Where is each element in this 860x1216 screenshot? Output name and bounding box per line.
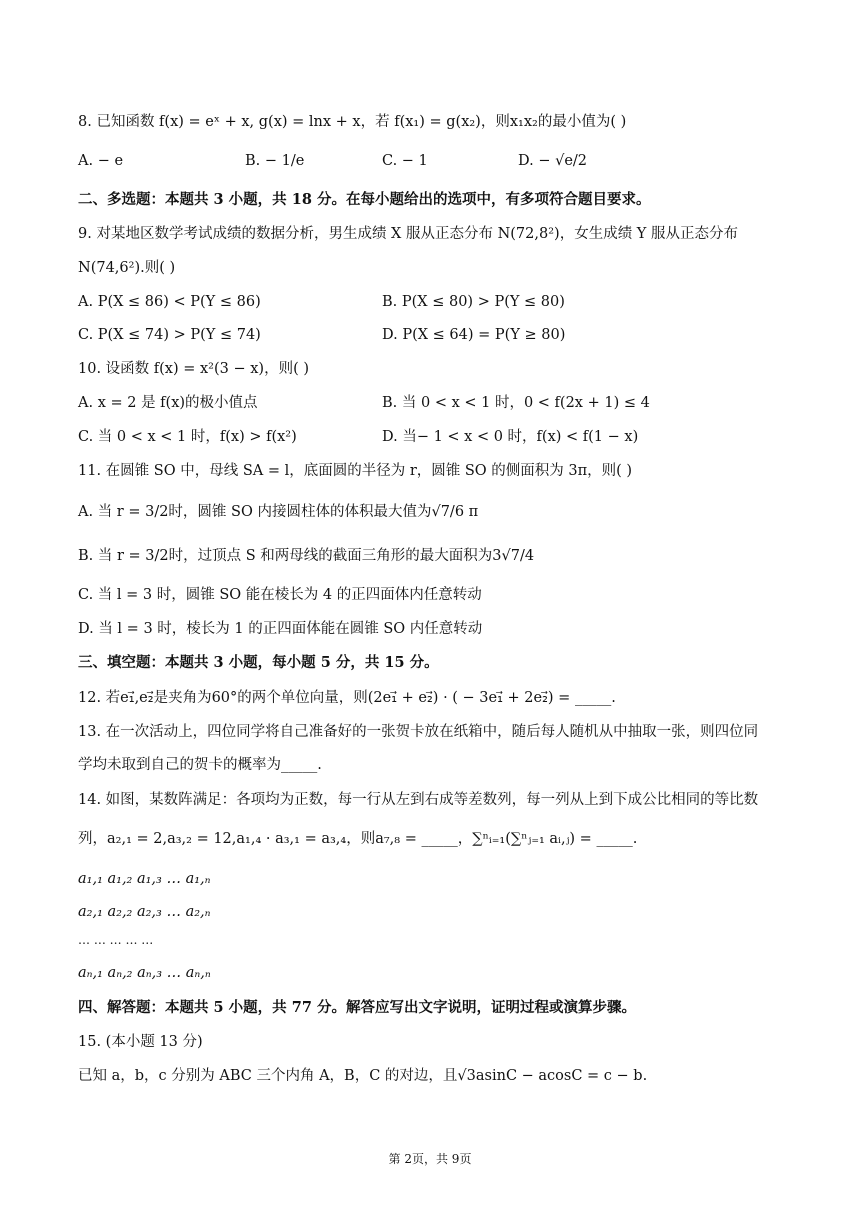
q10-option-d: D. 当− 1 < x < 0 时，f(x) < f(1 − x) <box>382 429 639 445</box>
q9-stem-line1: 9. 对某地区数学考试成绩的数据分析，男生成绩 X 服从正态分布 N(72,8²)，女生成绩 Y 服从正态分布 <box>78 226 738 242</box>
section3-heading: 三、填空题：本题共 3 小题，每小题 5 分，共 15 分。 <box>78 654 439 671</box>
page-footer: 第 2页，共 9页 <box>388 1152 472 1166</box>
q10-stem: 10. 设函数 f(x) = x²(3 − x)，则( ) <box>78 361 310 377</box>
q8-option-c: C. − 1 <box>382 153 428 169</box>
q11-stem: 11. 在圆锥 SO 中，母线 SA = l，底面圆的半径为 r，圆锥 SO 的侧面积为 3π，则( ) <box>78 463 633 479</box>
section2-heading: 二、多选题：本题共 3 小题，共 18 分。在每小题给出的选项中，有多项符合题目要求。 <box>78 191 651 208</box>
q9-stem-line2: N(74,6²).则( ) <box>78 260 176 276</box>
q8-option-a: A. − e <box>78 153 124 169</box>
matrix-row-2: a₂,₁ a₂,₂ a₂,₃ … a₂,ₙ <box>78 904 211 920</box>
q15-title: 15. (本小题 13 分) <box>78 1034 203 1050</box>
q14-stem-line1: 14. 如图，某数阵满足：各项均为正数，每一行从左到右成等差数列，每一列从上到下成公比相同的等比数 <box>78 792 759 808</box>
q9-option-a: A. P(X ≤ 86) < P(Y ≤ 86) <box>78 294 261 310</box>
q9-option-b: B. P(X ≤ 80) > P(Y ≤ 80) <box>382 294 565 310</box>
q10-option-a: A. x = 2 是 f(x)的极小值点 <box>78 395 258 411</box>
q11-option-b: B. 当 r = 3/2时，过顶点 S 和两母线的截面三角形的最大面积为3√7/4 <box>78 548 535 564</box>
q13-stem-line2: 学均未取到自己的贺卡的概率为_____. <box>78 757 322 773</box>
q12-stem: 12. 若e₁⃗,e₂⃗是夹角为60°的两个单位向量，则(2e₁⃗ + e₂⃗) · ( − 3e₁⃗ + 2e₂⃗) = _____. <box>78 690 616 706</box>
matrix-row-1: a₁,₁ a₁,₂ a₁,₃ … a₁,ₙ <box>78 871 211 887</box>
q9-option-d: D. P(X ≤ 64) = P(Y ≥ 80) <box>382 327 566 343</box>
q10-option-b: B. 当 0 < x < 1 时，0 < f(2x + 1) ≤ 4 <box>382 395 650 411</box>
q11-option-a: A. 当 r = 3/2时，圆锥 SO 内接圆柱体的体积最大值为√7/6 π <box>78 504 479 520</box>
matrix-row-ellipsis: … … … … … <box>78 933 154 947</box>
q8-stem: 8. 已知函数 f(x) = eˣ + x, g(x) = lnx + x，若 f(x₁) = g(x₂)，则x₁x₂的最小值为( ) <box>78 114 627 130</box>
section4-heading: 四、解答题：本题共 5 小题，共 77 分。解答应写出文字说明，证明过程或演算步骤。 <box>78 999 636 1016</box>
q10-option-c: C. 当 0 < x < 1 时，f(x) > f(x²) <box>78 429 297 445</box>
q15-stem: 已知 a，b，c 分别为 ABC 三个内角 A，B，C 的对边，且√3asinC − acosC = c − b. <box>78 1068 648 1084</box>
q11-option-c: C. 当 l = 3 时，圆锥 SO 能在棱长为 4 的正四面体内任意转动 <box>78 587 482 603</box>
q8-option-d: D. − √e/2 <box>518 153 588 169</box>
q9-option-c: C. P(X ≤ 74) > P(Y ≤ 74) <box>78 327 261 343</box>
q14-stem-line2: 列，a₂,₁ = 2,a₃,₂ = 12,a₁,₄ · a₃,₁ = a₃,₄，则a₇,₈ = _____，∑ⁿᵢ₌₁(∑ⁿⱼ₌₁ aᵢ,ⱼ) = _____. <box>78 831 638 847</box>
matrix-row-n: aₙ,₁ aₙ,₂ aₙ,₃ … aₙ,ₙ <box>78 965 211 981</box>
q11-option-d: D. 当 l = 3 时，棱长为 1 的正四面体能在圆锥 SO 内任意转动 <box>78 621 483 637</box>
q13-stem-line1: 13. 在一次活动上，四位同学将自己准备好的一张贺卡放在纸箱中，随后每人随机从中抽取一张，则四位同 <box>78 724 759 740</box>
q8-option-b: B. − 1/e <box>245 153 305 169</box>
